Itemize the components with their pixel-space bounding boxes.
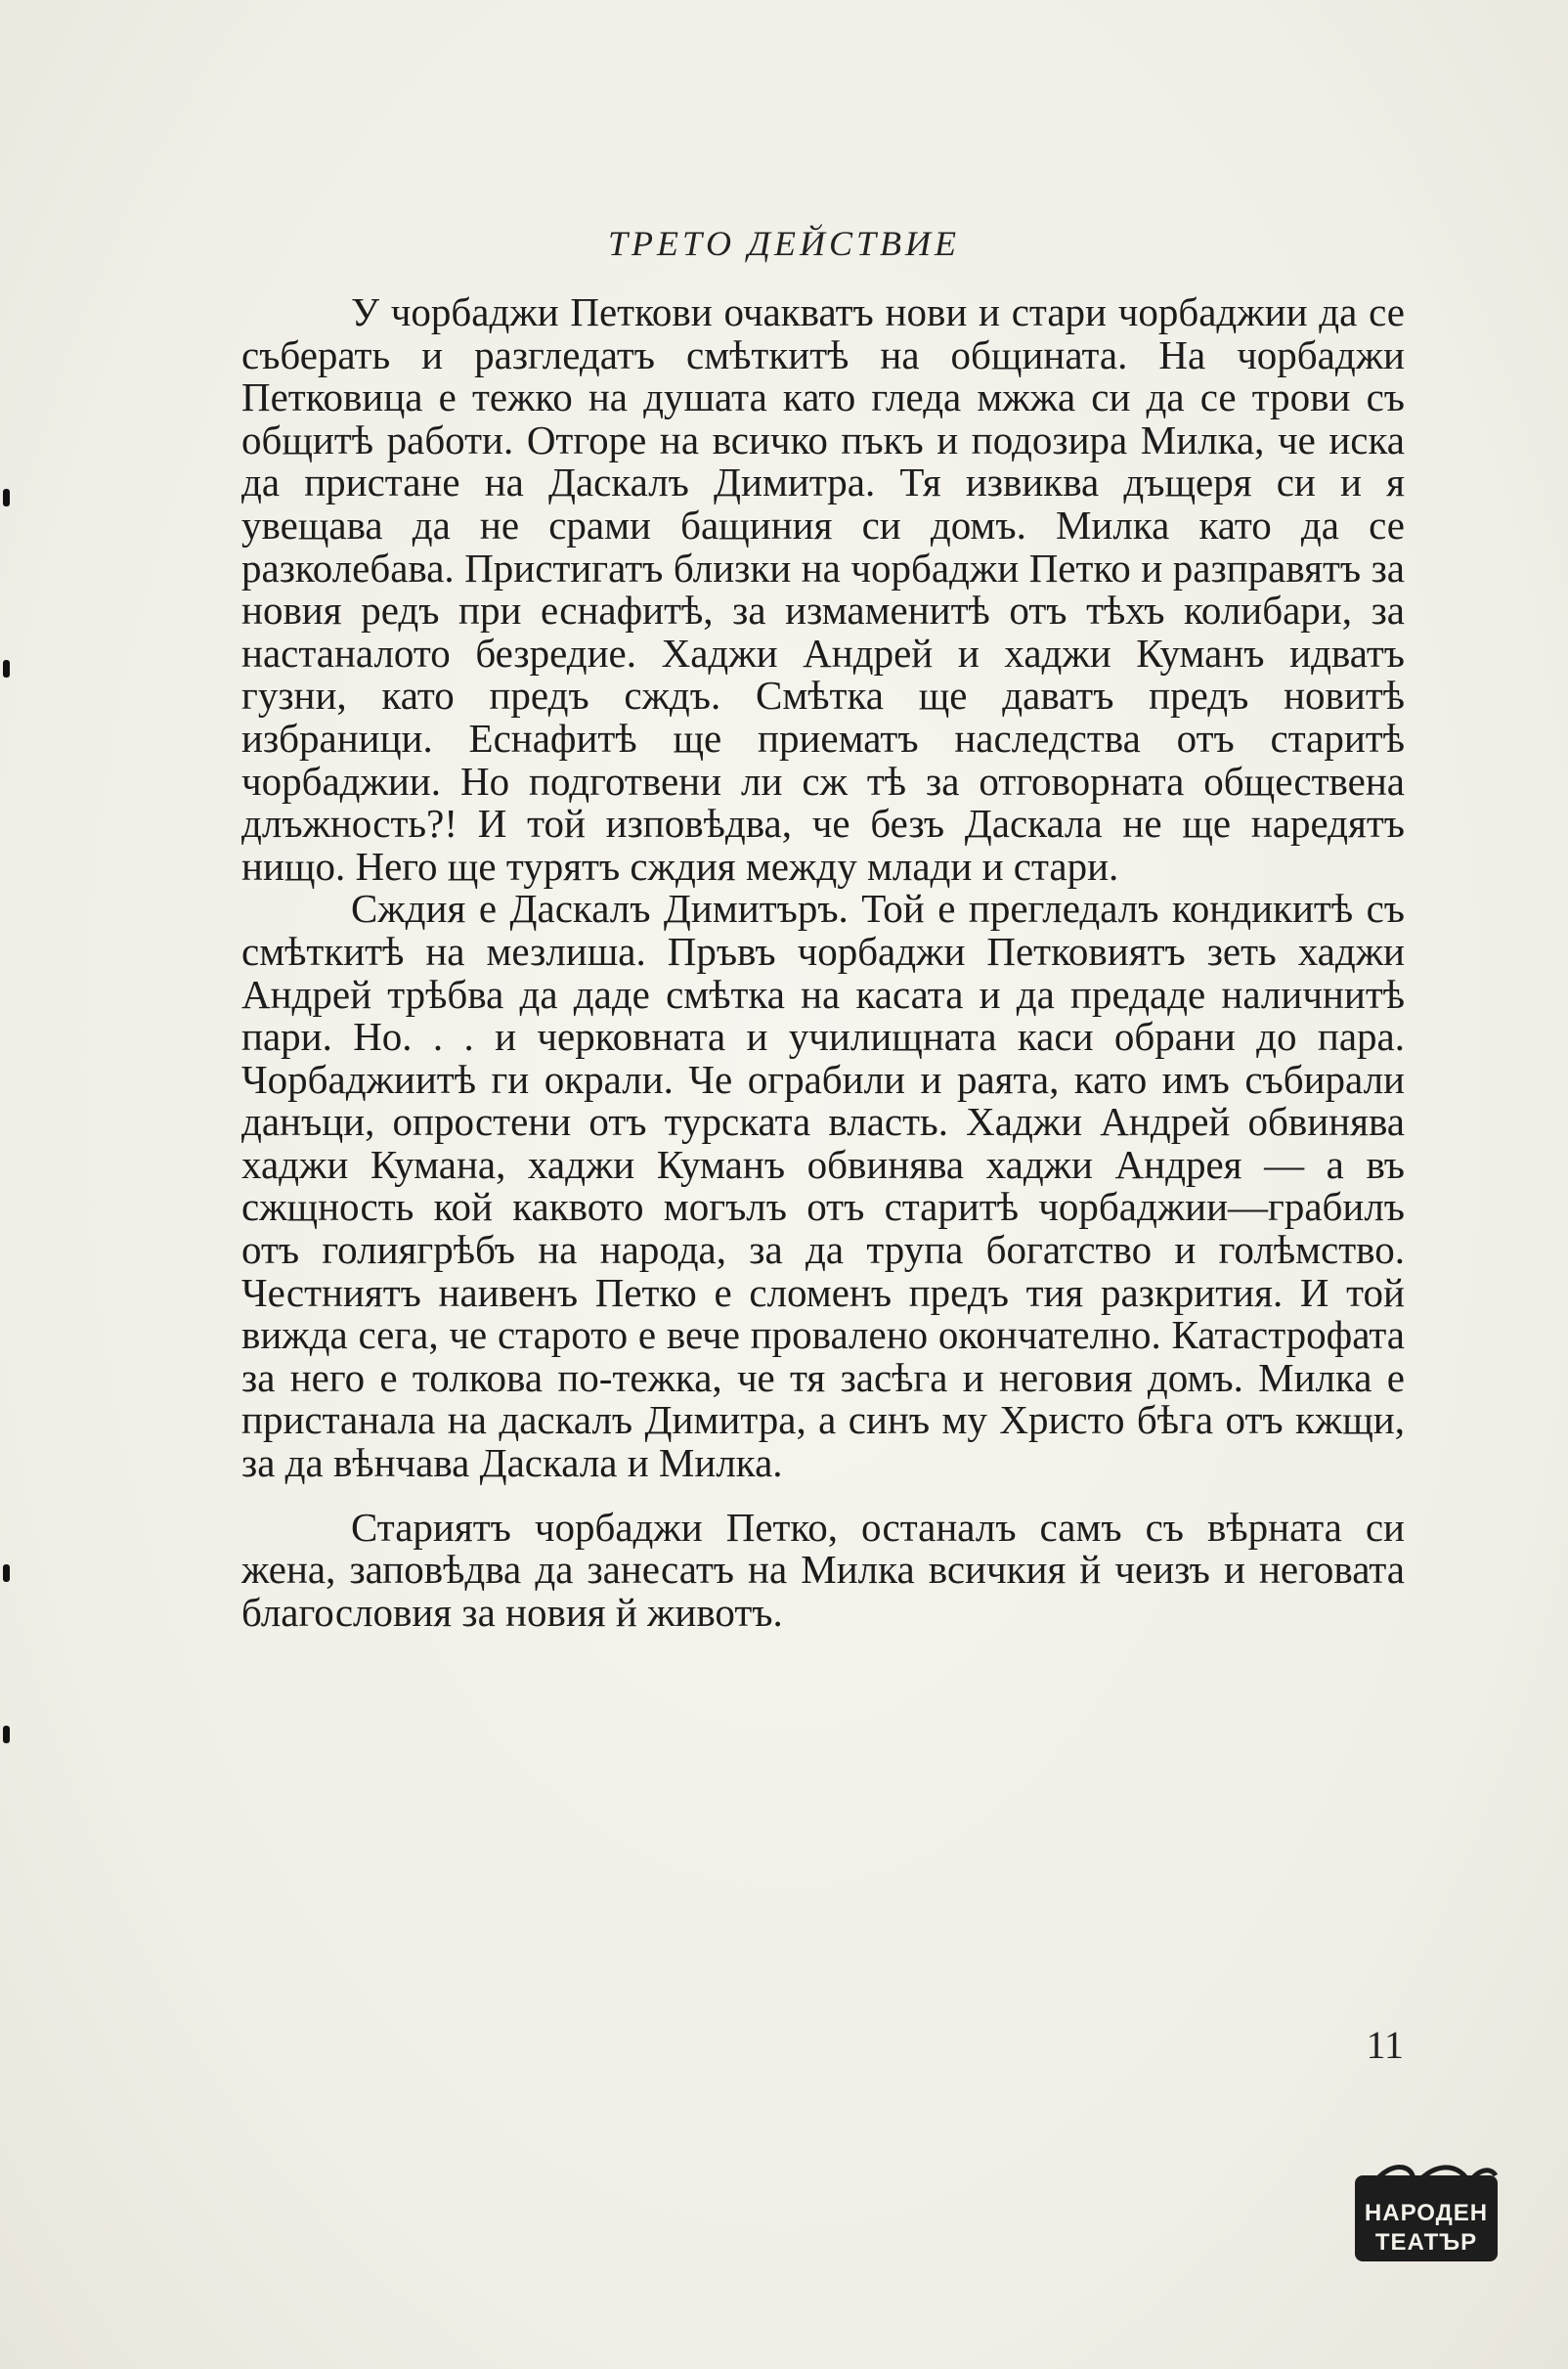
page-number: 11 bbox=[1366, 2023, 1404, 2067]
act-heading: ТРЕТО ДЕЙСТВИЕ bbox=[608, 224, 960, 263]
paragraph: Стариятъ чорбаджи Петко, останалъ самъ съ вѣрната си жена, заповѣдва да занесатъ на Милка всичкия й чеизъ и неговата благословия за новия й животъ. bbox=[241, 1504, 1405, 1635]
stamp-line1: НАРОДЕН bbox=[1364, 2200, 1489, 2226]
binding-hole bbox=[3, 1726, 10, 1743]
binding-hole bbox=[3, 1564, 10, 1582]
stamp-line2: ТЕАТЪР bbox=[1374, 2229, 1478, 2256]
paragraph: У чорбаджи Петкови очакватъ нови и стари чорбаджии да се съберать и разгледатъ смѣткитѣ на общината. На чорбаджи Петковица е тежко на душата като гледа мжжа си да се трови съ общитѣ работи. Отгоре на всичко пъкъ и подозира Милка, че иска да пристане на Даскалъ Димитра. Тя извиква дъщеря си и я увещава да не срами бащиния си домъ. Милка като да се разколебава. Пристигатъ близки на чорбаджи Петко и разправятъ за новия редъ при еснафитѣ, за измаменитѣ отъ тѣхъ колибари, за настаналото безредие. Хаджи Андрей и хаджи Куманъ идватъ гузни, като предъ сждъ. Смѣтка ще даватъ предъ новитѣ избраници. Еснафитѣ ще приематъ наследства отъ старитѣ чорбаджии. Но подготвени ли сж тѣ за отговорната обществена длъжность?! И той изповѣдва, че безъ Даскала не ще наредятъ нищо. Него ще турятъ сждия между млади и стари. bbox=[241, 289, 1405, 889]
binding-hole bbox=[3, 489, 10, 506]
paragraph: Сждия е Даскалъ Димитъръ. Той е прегледалъ кондикитѣ съ смѣткитѣ на мезлиша. Пръвъ чорбаджи Петковиятъ зеть хаджи Андрей трѣбва да даде смѣтка на касата и да предаде наличнитѣ пари. Но. . . и черковната и училищната каси обрани до пара. Чорбаджиитѣ ги окрали. Че ограбили и раята, като имъ събирали данъци, опростени отъ турската власть. Хаджи Андрей обвинява хаджи Кумана, хаджи Куманъ обвинява хаджи Андрея — а въ сжщность кой каквото могълъ отъ старитѣ чорбаджии—грабилъ отъ голиягрѣбъ на народа, за да трупа богатство и голѣмство. Честниятъ наивенъ Петко е сломенъ предъ тия разкрития. И той вижда сега, че старото е вече провалено окончателно. Катастрофата за него е толкова по-тежка, че тя засѣга и неговия домъ. Милка е пристанала на даскалъ Димитра, а синъ му Христо бѣга отъ кжщи, за да вѣнчава Даскала и Милка. bbox=[241, 886, 1405, 1486]
national-theatre-logo bbox=[1353, 2156, 1500, 2263]
binding-hole bbox=[3, 660, 10, 678]
synopsis-text bbox=[241, 291, 1405, 1634]
